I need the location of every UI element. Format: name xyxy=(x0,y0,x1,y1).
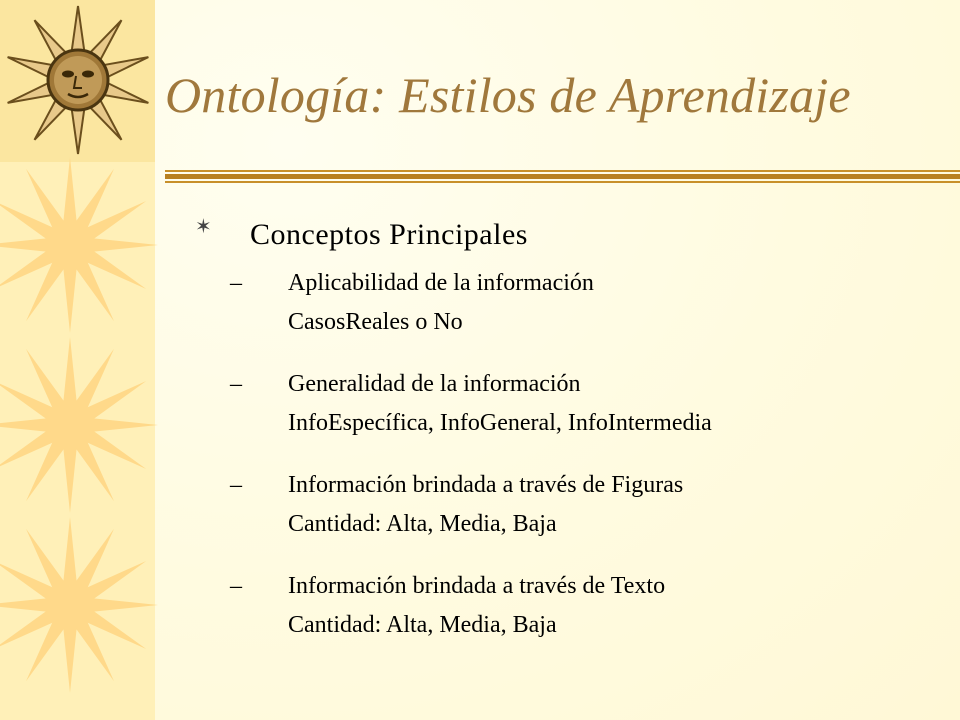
dash-bullet: – xyxy=(230,573,242,599)
sun-burst-icon xyxy=(0,517,158,693)
title-divider xyxy=(165,170,960,190)
side-sun-decorations xyxy=(0,0,160,720)
star-bullet-icon: ✶ xyxy=(195,214,213,238)
dash-bullet: – xyxy=(230,270,242,296)
sub-item-applicability xyxy=(195,264,935,365)
sub-item-title: Aplicabilidad de la información xyxy=(288,270,594,296)
main-bullet-item xyxy=(195,210,935,264)
sun-burst-icon xyxy=(0,157,158,333)
sub-item-figures xyxy=(195,466,935,567)
sub-item-title: Información brindada a través de Texto xyxy=(288,573,666,599)
sub-item-detail: InfoEspecífica, InfoGeneral, InfoIntermedia xyxy=(288,410,712,436)
sub-item-detail: Cantidad: Alta, Media, Baja xyxy=(288,612,557,638)
sun-face-icon xyxy=(5,6,150,154)
sub-item-generality xyxy=(195,365,935,466)
sub-item-text xyxy=(195,567,935,668)
slide-content xyxy=(195,210,935,668)
dash-bullet: – xyxy=(230,472,242,498)
slide-title: Ontología: Estilos de Aprendizaje xyxy=(165,67,851,123)
sub-item-detail: CasosReales o No xyxy=(288,309,463,335)
sun-burst-icon xyxy=(0,337,158,513)
sub-item-title: Información brindada a través de Figuras xyxy=(288,472,684,498)
main-bullet-text: Conceptos Principales xyxy=(250,218,528,251)
sub-item-detail: Cantidad: Alta, Media, Baja xyxy=(288,511,557,537)
dash-bullet: – xyxy=(230,371,242,397)
sub-item-title: Generalidad de la información xyxy=(288,371,581,397)
